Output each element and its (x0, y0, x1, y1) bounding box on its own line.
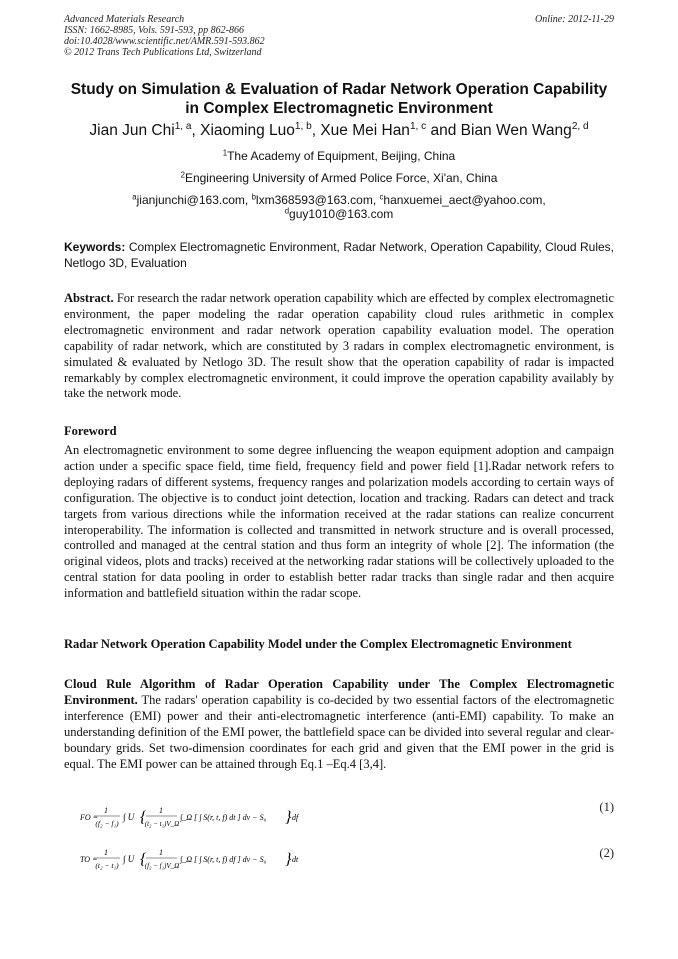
affiliation-mark: 2 (180, 170, 185, 180)
svg-text:}: } (285, 851, 292, 868)
subsection-text: The radars' operation capability is co-decided by two essential factors of the electromagnetic interference (EMI) power and their anti-electromagnetic interference (anti-EMI) capability. To make an understanding definition of the EMI power, the battlefield space can be divided into several regular and clear-boundary grids. Set two-dimension coordinates for each grid and given that the EMI power in the grid is equal. The EMI power can be attained through Eq.1 –Eq.4 [3,4]. (64, 692, 614, 771)
author-separator: , (311, 122, 321, 139)
equation-2-number: (2) (599, 846, 614, 860)
email-address: lxm368593@163.com, (255, 193, 380, 207)
equation-1-formula (80, 800, 320, 834)
email-address: guy1010@163.com (289, 207, 394, 221)
svg-text:}: } (285, 809, 292, 826)
author-name: Jian Jun Chi (89, 122, 175, 139)
svg-text:1: 1 (159, 848, 163, 857)
email-list (40, 193, 638, 221)
email-mark: a (132, 192, 137, 202)
author-list (40, 121, 638, 141)
svg-text:∫_Ω [ ∫ S(r, t, f) df ] dv − S: ∫_Ω [ ∫ S(r, t, f) df ] dv − S₀ (180, 855, 267, 864)
equation-1-number: (1) (599, 800, 614, 814)
affiliation-1 (40, 149, 638, 163)
section-heading: Radar Network Operation Capability Model under the Complex Electromagnetic Environment (64, 637, 572, 651)
equation-2-formula (80, 842, 320, 876)
svg-text:(t₂ − t₁)V_Ω: (t₂ − t₁)V_Ω (144, 820, 180, 828)
svg-text:∫ U: ∫ U (123, 854, 135, 864)
author-affil-mark: 1, a (174, 120, 192, 132)
author-affil-mark: 1, c (409, 120, 427, 132)
journal-name: Advanced Materials Research (64, 14, 185, 25)
title-line-1: Study on Simulation & Evaluation of Radar Network Operation Capability (70, 81, 608, 98)
affiliation-mark: 1 (222, 148, 228, 158)
email-address: jianjunchi@163.com, (136, 193, 252, 207)
author-name: Xiaoming Luo (200, 122, 295, 139)
svg-text:1: 1 (104, 806, 108, 815)
abstract (64, 291, 614, 402)
svg-text:(t₂ − t₁): (t₂ − t₁) (95, 861, 119, 870)
issn-line: ISSN: 1662-8985, Vols. 591-593, pp 862-866 (64, 25, 244, 36)
affiliation-2 (40, 171, 638, 185)
author-affil-mark: 1, b (294, 120, 312, 132)
svg-text:df: df (292, 813, 299, 822)
affiliation-text: The Academy of Equipment, Beijing, China (227, 149, 456, 163)
copyright-line: © 2012 Trans Tech Publications Ltd, Switzerland (64, 47, 262, 58)
author-name: Bian Wen Wang (460, 122, 572, 139)
author-separator: and (426, 122, 461, 139)
title-line-2: in Complex Electromagnetic Environment (185, 100, 493, 117)
svg-text:{: { (140, 851, 147, 868)
svg-text:{: { (140, 809, 147, 826)
svg-text:TO =: TO = (80, 855, 98, 864)
svg-text:∫_Ω [ ∫ S(r, t, f) dt ] dv − S: ∫_Ω [ ∫ S(r, t, f) dt ] dv − S₀ (180, 813, 267, 822)
affiliation-text: Engineering University of Armed Police Force, Xi'an, China (184, 171, 498, 185)
doi-line: doi:10.4028/www.scientific.net/AMR.591-593.862 (64, 36, 265, 47)
running-header (64, 14, 614, 58)
author-name: Xue Mei Han (320, 122, 410, 139)
equation-2 (80, 842, 614, 876)
abstract-text: For research the radar network operation capability which are effected by complex electromagnetic environment, the paper modeling the radar operation capability cloud rules arithmetic in complex electromagnetic environment and radar network operation capability evaluation model. The operation capability of radar network, which are constituted by 3 radars in complex electromagnetic environment, is simulated & evaluated by Netlogo 3D. The result show that the operation capability of radar is impacted remarkably by complex electromagnetic environment, it could improve the operation capability availably by take the network mode. (64, 291, 614, 401)
email-mark: c (379, 192, 384, 202)
paper-title (54, 80, 624, 118)
foreword-heading: Foreword (64, 424, 117, 438)
svg-text:(f₂ − f₁)V_Ω: (f₂ − f₁)V_Ω (144, 862, 180, 870)
author-separator: , (191, 122, 201, 139)
svg-text:1: 1 (159, 806, 163, 815)
svg-text:∫ U: ∫ U (123, 812, 135, 822)
svg-text:1: 1 (104, 848, 108, 857)
svg-text:(f₂ − f₁): (f₂ − f₁) (95, 819, 119, 828)
abstract-label: Abstract. (64, 291, 114, 305)
equation-1 (80, 800, 614, 834)
author-affil-mark: 2, d (571, 120, 589, 132)
keywords-label: Keywords: (64, 240, 126, 254)
keywords (64, 240, 614, 271)
online-date: Online: 2012-11-29 (535, 14, 614, 25)
keywords-text: Complex Electromagnetic Environment, Radar Network, Operation Capability, Cloud Rules, Netlogo 3D, Evaluation (64, 240, 614, 270)
subsection-label: Cloud Rule Algorithm of Radar Operation Capability under The Complex Electromagnetic Environment. (64, 677, 614, 707)
section-paragraph (64, 677, 614, 772)
svg-text:dt: dt (292, 855, 299, 864)
email-address: hanxuemei_aect@yahoo.com, (383, 193, 546, 207)
email-mark: d (284, 206, 290, 216)
svg-text:FO =: FO = (80, 813, 99, 822)
foreword-text: An electromagnetic environment to some degree influencing the weapon equipment adoption and campaign action under a specific space field, time field, frequency field and power field [1].Radar network refers to deploying radars of different systems, frequency ranges and polarization models according to certain ways of configuration. The objective is to conduct joint detection, location and tracking. Radars can detect and track targets from various directions while the information received at the radar stations can realize concurrent interoperability. The information is collected and transmitted in network structure and is overall processed, controlled and managed at the central station and thus form an integrity of whole [2]. The information (the original videos, plots and tracks) received at the networking radar stations will be collectively uploaded to the central station for data pooling in order to establish better radar tracks than single radar and then acquire information and battlefield situation within the radar scope. (64, 443, 614, 601)
email-mark: b (251, 192, 256, 202)
